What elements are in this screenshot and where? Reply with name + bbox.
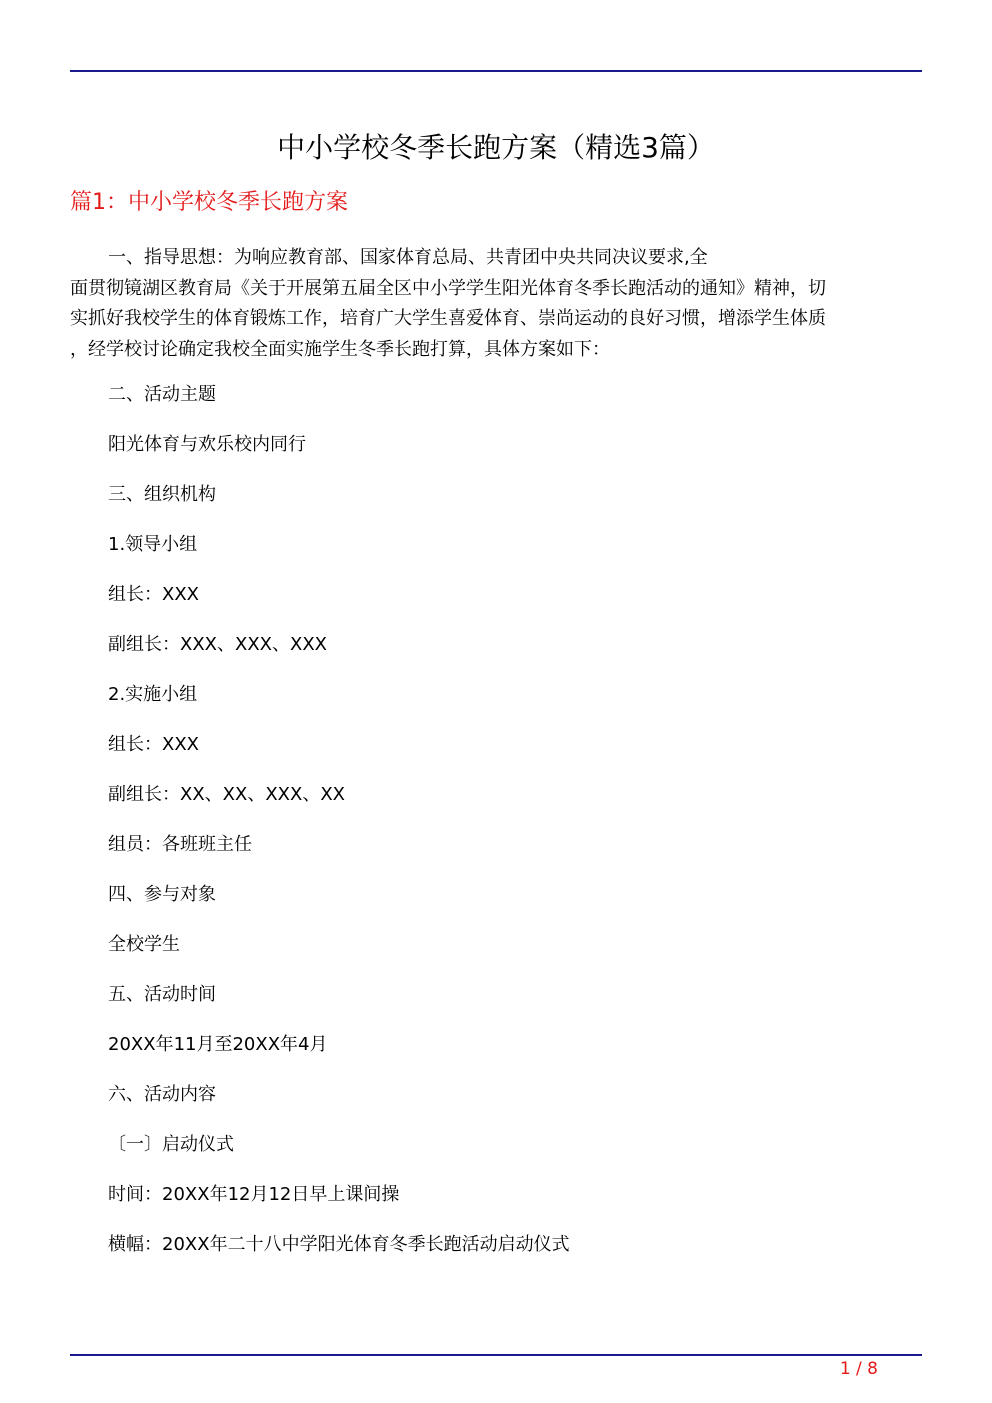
paragraph: 组长：XXX bbox=[108, 734, 199, 755]
paragraph: 阳光体育与欢乐校内同行 bbox=[108, 434, 306, 455]
section-heading: 篇1：中小学校冬季长跑方案 bbox=[70, 190, 348, 215]
paragraph: 时间：20XX年12月12日早上课间操 bbox=[108, 1184, 400, 1205]
section-title-content: 六、活动内容 bbox=[108, 1084, 216, 1105]
section-title-participants: 四、参与对象 bbox=[108, 884, 216, 905]
footer-rule bbox=[70, 1354, 922, 1356]
body-items bbox=[108, 380, 908, 1280]
intro-line: 实抓好我校学生的体育锻炼工作，培育广大学生喜爱体育、崇尚运动的良好习惯，增添学生体质 bbox=[70, 308, 826, 329]
paragraph: 组长：XXX bbox=[108, 584, 199, 605]
paragraph: 副组长：XXX、XXX、XXX bbox=[108, 634, 327, 655]
page-number: 1 / 8 bbox=[839, 1359, 878, 1379]
header-rule bbox=[70, 70, 922, 72]
intro-line: ，经学校讨论确定我校全面实施学生冬季长跑打算，具体方案如下： bbox=[70, 338, 610, 360]
intro-paragraph bbox=[70, 243, 922, 365]
document-title: 中小学校冬季长跑方案（精选3篇） bbox=[277, 131, 715, 164]
paragraph: 20XX年11月至20XX年4月 bbox=[108, 1034, 328, 1055]
section-title-organization: 三、组织机构 bbox=[108, 484, 216, 505]
paragraph: 全校学生 bbox=[108, 934, 180, 955]
paragraph: 横幅：20XX年二十八中学阳光体育冬季长跑活动启动仪式 bbox=[108, 1234, 570, 1255]
intro-line: 面贯彻镜湖区教育局《关于开展第五届全区中小学学生阳光体育冬季长跑活动的通知》精神，切 bbox=[70, 277, 826, 299]
subsection-title: 2.实施小组 bbox=[108, 684, 198, 705]
section-title-time: 五、活动时间 bbox=[108, 984, 216, 1005]
intro-line: 一、指导思想：为响应教育部、国家体育总局、共青团中央共同决议要求,全 bbox=[108, 247, 708, 268]
section-title-theme: 二、活动主题 bbox=[108, 384, 216, 405]
paragraph: 副组长：XX、XX、XXX、XX bbox=[108, 784, 345, 805]
paragraph: 组员：各班班主任 bbox=[108, 834, 252, 855]
subsection-title: 1.领导小组 bbox=[108, 534, 198, 555]
subsection-title: 〔一〕启动仪式 bbox=[108, 1134, 234, 1155]
